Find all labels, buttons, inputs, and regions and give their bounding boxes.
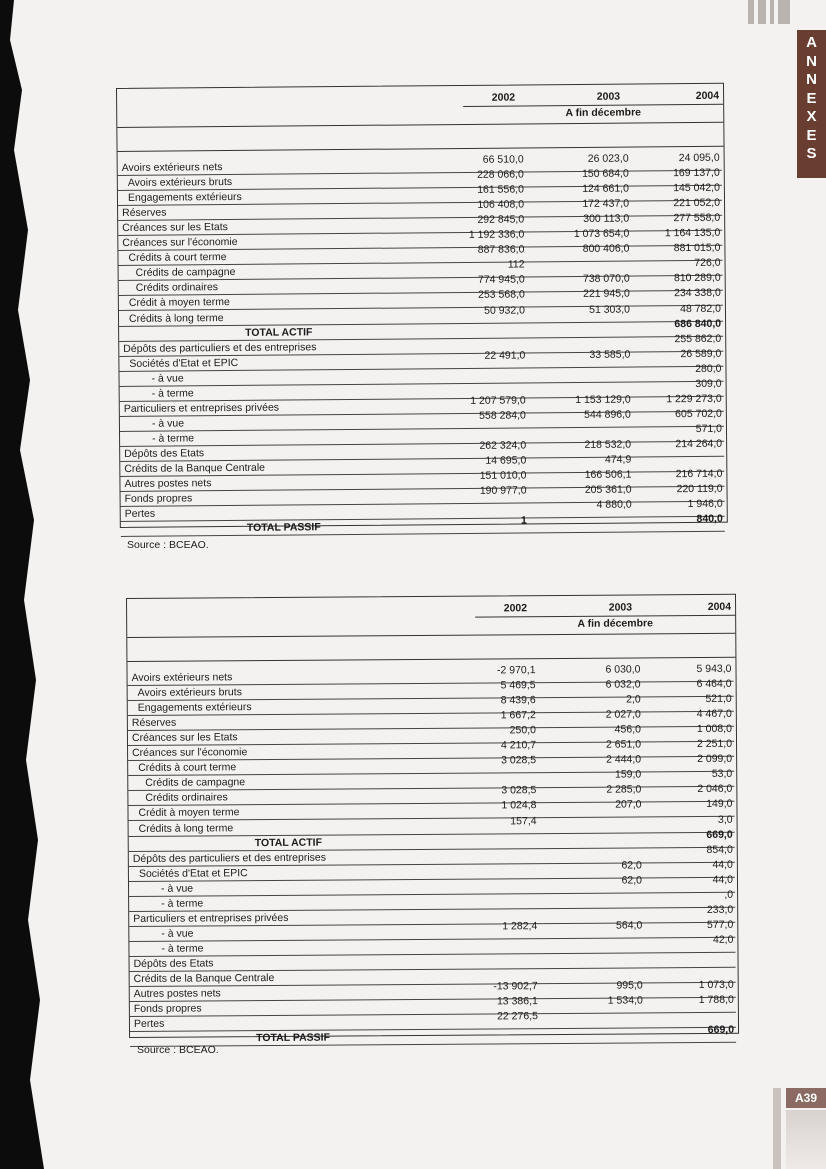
- cell-2002: 161 556,0: [477, 183, 524, 196]
- year-header: 2004: [695, 89, 720, 102]
- row-label: Avoirs extérieurs bruts: [137, 686, 242, 699]
- cell-2002: 1 667,2: [500, 709, 536, 722]
- cell-2003: 2 444,0: [606, 753, 642, 766]
- cell-2004: 277 558,0: [673, 211, 721, 225]
- cell-2003: 6 030,0: [605, 663, 641, 676]
- cell-2004: 6 464,0: [696, 677, 732, 691]
- cell-2004: 255 862,0: [674, 332, 722, 345]
- cell-2002: 151 010,0: [479, 469, 527, 482]
- cell-2003: 172 437,0: [582, 197, 630, 211]
- cell-2003: 2,0: [626, 693, 641, 706]
- row-label: Crédit à moyen terme: [138, 806, 240, 820]
- total-label: TOTAL ACTIF: [245, 325, 313, 339]
- cell-2004: 1 073,0: [698, 978, 734, 992]
- cell-2004: 26 589,0: [680, 347, 722, 360]
- header-rule: [127, 657, 735, 662]
- row-label: - à vue: [160, 882, 194, 895]
- cell-2003: 166 506,1: [584, 468, 632, 481]
- row-label: Crédits à long terme: [138, 821, 234, 835]
- row-label: Fonds propres: [124, 492, 193, 506]
- cell-2003: 218 532,0: [584, 438, 632, 451]
- cell-2003: 300 113,0: [583, 212, 630, 226]
- cell-2004: 1 164 135,0: [664, 226, 721, 240]
- decorative-bars: [748, 0, 794, 24]
- cell-2002: 1 192 336,0: [468, 228, 525, 242]
- row-label: - à terme: [161, 897, 204, 910]
- cell-2004: 42,0: [712, 933, 734, 946]
- cell-2004: 854,0: [706, 843, 733, 856]
- cell-2003: 1 534,0: [607, 994, 643, 1007]
- row-label: Pertes: [124, 507, 156, 521]
- cell-2003: 4 880,0: [596, 498, 632, 511]
- cell-2004: 669,0: [706, 828, 733, 841]
- cell-2003: 1 073 654,0: [573, 227, 630, 241]
- header-rule: [118, 146, 724, 152]
- cell-2004: 669,0: [707, 1023, 735, 1037]
- cell-2002: 22 491,0: [484, 349, 526, 362]
- cell-2004: 686 840,0: [674, 317, 722, 330]
- cell-2002: 14 695,0: [485, 454, 527, 467]
- annexes-side-tab: [797, 30, 826, 178]
- cell-2002: -2 970,1: [496, 664, 536, 677]
- cell-2002: 8 439,6: [500, 694, 536, 707]
- cell-2002: 774 945,0: [477, 273, 525, 287]
- cell-2004: 53,0: [711, 768, 733, 781]
- cell-2004: 605 702,0: [675, 407, 722, 420]
- cell-2004: 571,0: [695, 422, 723, 435]
- cell-2004: 726,0: [694, 257, 721, 270]
- bceao-balance-table-2: [126, 594, 739, 1045]
- cell-2003: 995,0: [616, 979, 643, 992]
- cell-2004: 2 099,0: [697, 753, 733, 766]
- cell-2004: 4 467,0: [696, 707, 732, 721]
- cell-2003: 738 070,0: [582, 272, 630, 286]
- cell-2002: 1 024,8: [501, 799, 537, 812]
- cell-2003: 2 285,0: [606, 783, 642, 797]
- cell-2004: 221 052,0: [673, 196, 721, 210]
- year-header: 2002: [491, 91, 516, 104]
- cell-2004: 169 137,0: [672, 166, 720, 180]
- cell-2002: -13 902,7: [493, 980, 538, 993]
- header-rule: [127, 633, 735, 638]
- cell-2004: 1 008,0: [696, 722, 732, 736]
- source-note-2: Source : BCEAO.: [137, 1044, 219, 1056]
- row-label: - à vue: [151, 372, 184, 385]
- cell-2004: 2 251,0: [696, 738, 733, 751]
- row-label: Engagements extérieurs: [127, 191, 242, 204]
- cell-2004: 1 946,0: [687, 497, 723, 511]
- cell-2004: 216 714,0: [675, 467, 723, 481]
- row-label: Avoirs extérieurs nets: [131, 671, 233, 684]
- cell-2004: 810 289,0: [673, 272, 721, 285]
- cell-2003: 474,9: [604, 453, 632, 466]
- cell-2004: 234 338,0: [674, 287, 721, 300]
- page-number: A39: [786, 1088, 826, 1108]
- cell-2002: 5 469,5: [500, 679, 536, 692]
- row-label: Crédits à court terme: [128, 251, 227, 265]
- cell-2003: 205 361,0: [584, 483, 632, 497]
- total-label: TOTAL ACTIF: [254, 836, 323, 849]
- row-label: Autres postes nets: [133, 987, 221, 1001]
- cell-2002: 228 066,0: [477, 168, 524, 181]
- row-label: Créances sur les Etats: [122, 221, 228, 235]
- annexes-letter: S: [806, 145, 817, 162]
- cell-2002: 1 207 579,0: [470, 394, 526, 407]
- cell-2003: 150 684,0: [581, 167, 629, 180]
- row-label: Autres postes nets: [124, 477, 212, 490]
- cell-2003: 33 585,0: [589, 348, 631, 361]
- row-label: Dépôts des Etats: [124, 447, 205, 460]
- cell-2003: 124 661,0: [582, 182, 629, 196]
- cell-2002: 22 276,5: [497, 1010, 538, 1023]
- cell-2003: 221 945,0: [583, 287, 630, 301]
- year-header: 2003: [608, 601, 633, 614]
- cell-2004: 840,0: [696, 512, 723, 526]
- row-label: Particuliers et entreprises privées: [123, 401, 280, 415]
- cell-2003: 544 896,0: [584, 408, 631, 421]
- row-label: Dépôts des particuliers et des entreprises: [132, 851, 327, 865]
- annexes-letter: E: [806, 126, 817, 144]
- cell-2002: 13 386,1: [496, 995, 538, 1008]
- row-label: Crédits de la Banque Centrale: [124, 461, 266, 475]
- row-label: Réserves: [131, 716, 177, 730]
- cell-2002: 253 568,0: [478, 288, 525, 302]
- cell-2002: 190 977,0: [479, 484, 527, 497]
- cell-2004: 44,0: [712, 858, 733, 871]
- cell-2004: 1 229 273,0: [666, 392, 722, 406]
- cell-2004: 24 095,0: [678, 151, 720, 165]
- row-label: - à terme: [151, 387, 194, 400]
- row-label: Créances sur l'économie: [132, 746, 248, 760]
- cell-2004: 2 046,0: [697, 783, 733, 796]
- cell-2003: 159,0: [614, 768, 642, 781]
- cell-2004: 521,0: [705, 692, 732, 706]
- cell-2002: 112: [507, 258, 525, 271]
- cell-2004: 881 015,0: [673, 242, 721, 255]
- row-label: Sociétés d'Etat et EPIC: [138, 866, 248, 880]
- cell-2003: 456,0: [614, 723, 641, 736]
- cell-2002: 262 324,0: [479, 439, 527, 452]
- cell-2004: 145 042,0: [673, 181, 720, 195]
- annexes-letter: A: [806, 34, 817, 51]
- row-label: Crédits ordinaires: [145, 791, 228, 805]
- cell-2002: 4 210,7: [500, 739, 537, 752]
- cell-2002: 558 284,0: [479, 409, 526, 422]
- cell-2003: 51 303,0: [589, 303, 631, 316]
- period-subheader: A fin décembre: [565, 106, 642, 120]
- row-label: Créances sur l'économie: [122, 236, 238, 250]
- row-label: Crédits à long terme: [128, 311, 224, 325]
- cell-2004: 5 943,0: [696, 662, 732, 676]
- row-label: Avoirs extérieurs nets: [121, 161, 223, 174]
- row-label: - à terme: [152, 432, 195, 445]
- cell-2003: 62,0: [621, 859, 642, 872]
- row-label: Dépôts des Etats: [133, 957, 214, 970]
- row-label: Crédits ordinaires: [135, 281, 219, 295]
- row-label: Sociétés d'Etat et EPIC: [129, 356, 239, 370]
- row-label: Crédits de la Banque Centrale: [133, 971, 275, 985]
- cell-2004: 309,0: [695, 377, 722, 390]
- cell-2004: 280,0: [695, 362, 722, 375]
- cell-2004: 48 782,0: [680, 302, 721, 315]
- cell-2002: 292 845,0: [477, 213, 525, 227]
- cell-2002: 250,0: [509, 724, 536, 737]
- torn-paper-edge: [0, 0, 60, 1169]
- cell-2002: 3 028,5: [501, 784, 537, 797]
- period-subheader: A fin décembre: [577, 617, 653, 630]
- cell-2003: 1 153 129,0: [575, 393, 631, 406]
- cell-2003: 26 023,0: [587, 152, 629, 165]
- row-label: Pertes: [133, 1017, 165, 1031]
- row-label: Avoirs extérieurs bruts: [127, 176, 233, 189]
- cell-2002: 1 282,4: [502, 919, 538, 933]
- page-number-bar: [773, 1088, 781, 1169]
- cell-2003: 207,0: [615, 798, 642, 812]
- cell-2002: 106 408,0: [477, 198, 525, 211]
- row-label: Particuliers et entreprises privées: [133, 911, 289, 925]
- cell-2003: 2 651,0: [605, 738, 642, 751]
- year-header: 2002: [503, 602, 528, 615]
- cell-2004: ,0: [724, 888, 734, 901]
- cell-2003: 800 406,0: [582, 242, 630, 256]
- cell-2003: 564,0: [615, 919, 643, 932]
- cell-2004: 3,0: [717, 813, 733, 826]
- row-label: - à vue: [161, 927, 194, 940]
- row-label: Dépôts des particuliers et des entreprises: [123, 340, 317, 355]
- cell-2002: 157,4: [510, 814, 537, 827]
- annexes-letter: E: [806, 89, 817, 107]
- annexes-letter: N: [806, 71, 817, 88]
- page-number-shade: [786, 1110, 826, 1169]
- cell-2002: 3 028,5: [501, 754, 537, 767]
- total-label: TOTAL PASSIF: [256, 1031, 331, 1045]
- cell-2004: 233,0: [706, 903, 734, 916]
- year-header: 2004: [707, 600, 732, 613]
- year-header: 2003: [596, 90, 621, 103]
- cell-2003: 62,0: [621, 874, 643, 887]
- header-rule: [117, 122, 723, 128]
- row-label: Réserves: [122, 206, 167, 220]
- cell-2002: 1: [520, 514, 527, 527]
- annexes-letter: X: [806, 108, 817, 125]
- bceao-balance-table-1: [116, 83, 728, 535]
- cell-2004: 214 264,0: [675, 437, 723, 451]
- cell-2002: 50 932,0: [484, 303, 526, 317]
- cell-2003: 2 027,0: [605, 708, 641, 721]
- row-label: Fonds propres: [133, 1002, 202, 1016]
- row-label: - à vue: [151, 417, 185, 430]
- total-label: TOTAL PASSIF: [246, 521, 321, 535]
- row-label: Crédits de campagne: [135, 266, 236, 280]
- cell-2002: 66 510,0: [482, 153, 524, 166]
- row-label: Crédits à court terme: [138, 761, 237, 775]
- cell-2004: 220 119,0: [676, 482, 723, 496]
- cell-2003: 6 032,0: [605, 678, 641, 691]
- cell-2004: 44,0: [712, 873, 734, 886]
- row-label: Crédit à moyen terme: [128, 296, 230, 310]
- annexes-letter: N: [806, 52, 817, 70]
- row-label: Crédits de campagne: [145, 776, 246, 790]
- cell-2004: 1 788,0: [698, 993, 734, 1007]
- source-note-1: Source : BCEAO.: [127, 539, 209, 551]
- cell-2004: 577,0: [706, 918, 734, 931]
- row-label: Engagements extérieurs: [137, 701, 252, 715]
- cell-2004: 149,0: [706, 798, 733, 811]
- row-label: - à terme: [161, 942, 204, 955]
- cell-2002: 887 836,0: [477, 243, 525, 257]
- row-label: Créances sur les Etats: [131, 731, 238, 745]
